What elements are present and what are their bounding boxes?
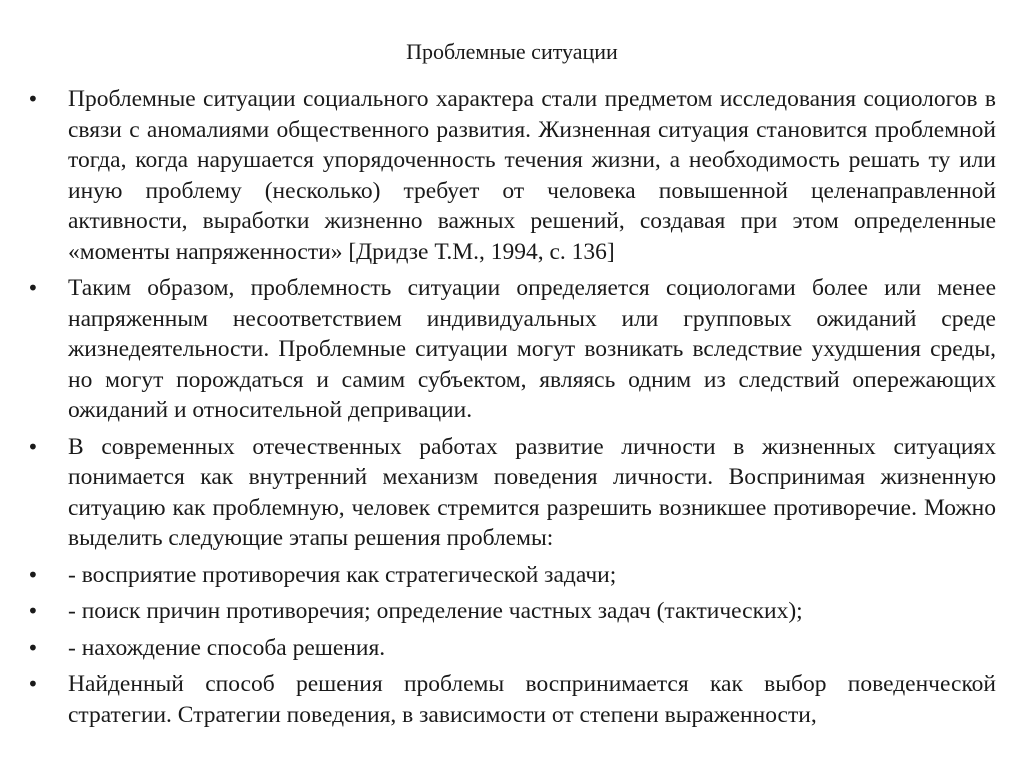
slide-title: Проблемные ситуации	[406, 39, 618, 64]
list-item	[22, 432, 1002, 554]
bullet-icon: •	[27, 87, 39, 111]
list-item	[22, 669, 1002, 730]
bullet-icon: •	[27, 562, 39, 587]
list-item	[22, 633, 1002, 664]
list-item-text: - восприятие противоречия как стратегической задачи;	[68, 561, 617, 588]
list-item	[22, 273, 1002, 426]
bullet-icon: •	[27, 599, 39, 623]
list-item	[22, 596, 1002, 627]
bullet-icon: •	[27, 434, 39, 459]
bullet-icon: •	[27, 635, 39, 660]
list-item-text: Таким образом, проблемность ситуации определяется социологами более или менее напряженным несоответствием индивидуальных или групповых ожиданий среде жизнедеятельности. Проблемные ситуации могут возникать вследствие ухудшения среды, но могут порождаться и самим субъектом, являясь одним из следствий опережающих ожиданий и относительной депривации.	[68, 275, 996, 423]
bullet-list	[22, 84, 1002, 736]
list-item-text: В современных отечественных работах развитие личности в жизненных ситуациях понимается как внутренний механизм поведения личности. Воспринимая жизненную ситуацию как проблемную, человек стремится разрешить возникшее противоречие. Можно выделить следующие этапы решения проблемы:	[68, 433, 996, 551]
list-item-text: - нахождение способа решения.	[68, 634, 386, 661]
bullet-icon: •	[27, 276, 39, 300]
list-item-text: Проблемные ситуации социального характера стали предметом исследования социологов в связи с аномалиями общественного развития. Жизненная ситуация становится проблемной тогда, когда нарушается упорядоченность течения жизни, а необходимость решать ту или иную проблему (несколько) требует от человека повышенной целенаправленной активности, выработки жизненно важных решений, создавая при этом определенные «моменты напряженности» [Дридзе Т.М., 1994, с. 136]	[68, 86, 996, 265]
list-item-text: - поиск причин противоречия; определение частных задач (тактических);	[68, 598, 803, 624]
bullet-icon: •	[27, 672, 39, 696]
list-item	[22, 560, 1002, 591]
list-item-text: Найденный способ решения проблемы воспринимается как выбор поведенческой стратегии. Стратегии поведения, в зависимости от степени выраженности,	[68, 671, 996, 728]
list-item	[22, 84, 1002, 267]
